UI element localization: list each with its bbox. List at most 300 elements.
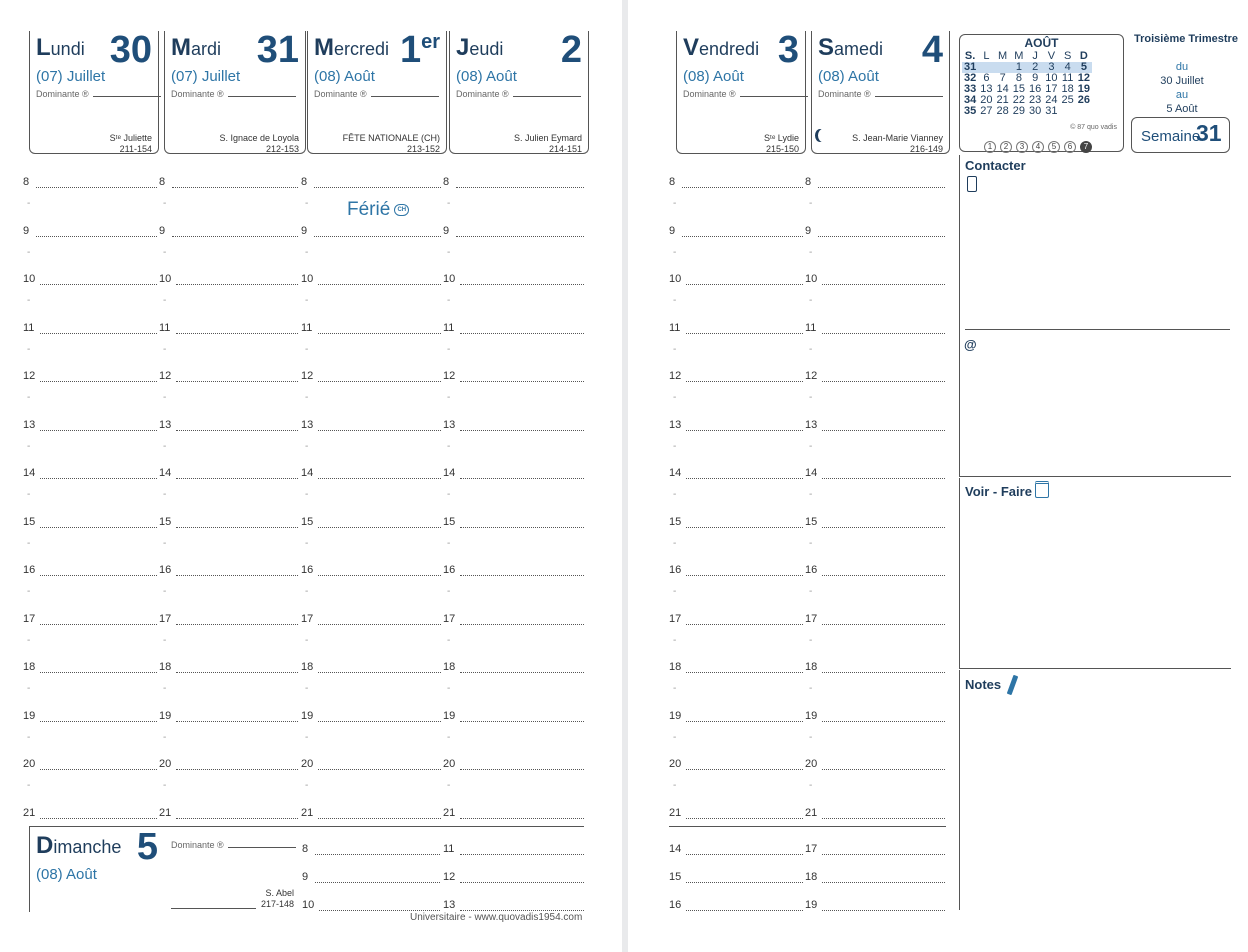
hour-line[interactable] [443, 613, 584, 627]
hour-label: 14 [669, 843, 682, 855]
hour-label: 10 [159, 273, 172, 285]
hour-label: 18 [23, 661, 36, 673]
hour-line[interactable] [669, 661, 803, 675]
hour-line[interactable] [23, 419, 157, 433]
hour-line[interactable] [669, 710, 803, 724]
hour-label: 13 [301, 418, 314, 431]
saint-name: Sᵗᵉ Juliette [109, 133, 152, 143]
hour-line[interactable] [302, 843, 440, 857]
hour-line[interactable] [669, 322, 803, 336]
hour-line[interactable] [159, 273, 298, 287]
hour-line[interactable] [805, 758, 945, 772]
hour-line[interactable] [805, 176, 945, 190]
day-initial: S [818, 34, 835, 61]
hour-dotted-line [40, 624, 157, 625]
hour-dotted-line [456, 236, 584, 237]
day-of-year-code: 217-148 [260, 899, 294, 909]
half-hour-dash: - [673, 634, 677, 646]
hour-dotted-line [822, 430, 945, 431]
hour-line[interactable] [443, 843, 584, 857]
dominante-line[interactable] [228, 89, 296, 97]
hour-label: 15 [159, 515, 172, 528]
half-hour-dash: - [305, 343, 309, 355]
day-header-box [29, 31, 159, 154]
hour-dotted-line [318, 527, 441, 528]
calendar-day: 13 [980, 83, 993, 95]
half-hour-dash: - [809, 780, 813, 791]
hour-label: 21 [669, 806, 682, 819]
hour-dotted-line [686, 381, 803, 382]
hour-line[interactable] [669, 843, 803, 857]
hour-line[interactable] [805, 661, 945, 675]
hour-label: 8 [302, 843, 309, 855]
hour-dotted-line [176, 333, 298, 334]
dominante-line[interactable] [875, 89, 943, 97]
hour-dotted-line [686, 430, 803, 431]
day-header-box [449, 31, 589, 154]
hour-dotted-line [40, 575, 157, 576]
hour-dotted-line [822, 882, 945, 883]
dominante-line[interactable] [513, 89, 581, 97]
hour-dotted-line [686, 527, 803, 528]
hour-line[interactable] [805, 225, 945, 239]
quarter-title: Troisième Trimestre [1134, 33, 1238, 45]
hour-line[interactable] [159, 613, 298, 627]
hour-label: 18 [443, 661, 456, 673]
hour-label: 20 [669, 758, 682, 770]
hour-line[interactable] [159, 661, 298, 675]
day-number [110, 29, 152, 72]
hour-line[interactable] [23, 273, 157, 287]
hour-line[interactable] [805, 564, 945, 578]
half-hour-dash: - [305, 246, 309, 258]
hour-line[interactable] [159, 516, 298, 530]
week-number-cell: 35 [964, 105, 977, 117]
dominante-line[interactable] [371, 89, 439, 97]
hour-dotted-line [40, 333, 157, 334]
calendar-head-row [962, 50, 1092, 62]
day-name [818, 34, 883, 62]
hour-line[interactable] [301, 807, 441, 821]
half-hour-dash: - [673, 731, 677, 743]
day-rest: ardi [191, 39, 222, 59]
dominante-field [818, 89, 943, 99]
hour-label: 9 [302, 871, 309, 883]
hour-line[interactable] [159, 467, 298, 481]
hour-line[interactable] [443, 225, 584, 239]
hour-line[interactable] [301, 419, 441, 433]
hour-line[interactable] [443, 467, 584, 481]
half-hour-dash: - [27, 731, 31, 743]
day-of-year-code: 214-151 [548, 144, 582, 154]
hour-line[interactable] [669, 467, 803, 481]
half-hour-dash: - [673, 683, 677, 694]
saint-info [514, 133, 582, 155]
hour-line[interactable] [301, 370, 441, 384]
calendar-day [1060, 106, 1076, 117]
hour-dotted-line [822, 333, 945, 334]
hour-label: 17 [805, 612, 818, 625]
hour-line[interactable] [669, 370, 803, 384]
hour-dotted-line [682, 187, 803, 188]
half-hour-dash: - [27, 198, 31, 209]
hour-label: 8 [443, 176, 450, 188]
hour-label: 17 [669, 612, 682, 625]
day-initial: V [683, 34, 700, 61]
hour-dotted-line [822, 624, 945, 625]
half-hour-dash: - [809, 634, 813, 646]
saint-info [219, 133, 299, 155]
hour-label: 17 [443, 612, 456, 625]
hour-line[interactable] [805, 467, 945, 481]
day-header-box [811, 31, 950, 154]
hour-dotted-line [686, 672, 803, 673]
half-hour-dash: - [27, 586, 31, 597]
hour-line[interactable] [23, 516, 157, 530]
half-hour-dash: - [305, 731, 309, 743]
saint-info [110, 133, 152, 155]
hour-line[interactable] [301, 758, 441, 772]
half-hour-dash: - [673, 198, 677, 209]
hour-line[interactable] [23, 807, 157, 821]
hour-line[interactable] [805, 613, 945, 627]
hour-label: 12 [301, 370, 314, 382]
hour-label: 20 [159, 758, 172, 770]
calendar-copyright: © 87 quo vadis [1070, 124, 1117, 131]
half-hour-dash: - [447, 731, 451, 743]
hour-dotted-line [318, 430, 441, 431]
half-hour-dash: - [27, 537, 31, 549]
hour-line[interactable] [669, 419, 803, 433]
hour-line[interactable] [301, 613, 441, 627]
hour-dotted-line [319, 910, 440, 911]
hour-dotted-line [460, 769, 584, 770]
hour-line[interactable] [669, 758, 803, 772]
hour-line[interactable] [805, 871, 945, 885]
hour-line[interactable] [443, 564, 584, 578]
weekday-circle: 7 [1080, 141, 1092, 153]
calendar-day: 16 [1029, 83, 1042, 95]
hour-label: 17 [23, 612, 36, 625]
hour-label: 11 [301, 321, 313, 334]
hour-dotted-line [460, 478, 584, 479]
hour-label: 16 [23, 564, 36, 576]
hour-line[interactable] [669, 613, 803, 627]
voir-section-border [959, 478, 1231, 669]
hour-dotted-line [176, 381, 298, 382]
hour-line[interactable] [443, 807, 584, 821]
half-hour-dash: - [809, 489, 813, 500]
day-initial: M [314, 34, 334, 61]
month-label: (07) Juillet [171, 68, 241, 85]
hour-label: 17 [159, 612, 172, 625]
hour-dotted-line [822, 478, 945, 479]
week-number-cell: 33 [964, 83, 977, 95]
hour-label: 15 [669, 515, 682, 528]
dominante-label: Dominante ® [456, 89, 509, 99]
half-hour-dash: - [27, 246, 31, 258]
footer-text: Universitaire - www.quovadis1954.com [410, 912, 583, 923]
hour-line[interactable] [23, 661, 157, 675]
hour-dotted-line [456, 187, 584, 188]
hour-line[interactable] [443, 176, 584, 190]
hour-dotted-line [686, 478, 803, 479]
weekday-circle: 3 [1016, 141, 1028, 153]
dominante-field [36, 89, 161, 99]
hour-line[interactable] [669, 871, 803, 885]
hour-dotted-line [315, 854, 440, 855]
hour-line[interactable] [302, 899, 440, 913]
hour-line[interactable] [159, 564, 298, 578]
hour-dotted-line [822, 381, 945, 382]
half-hour-dash: - [447, 198, 451, 209]
calendar-weekday: D [1079, 50, 1088, 62]
hour-line[interactable] [443, 419, 584, 433]
calendar-weekday: L [983, 50, 990, 62]
hour-line[interactable] [805, 710, 945, 724]
dominante-line[interactable] [228, 840, 296, 848]
day-header-box [307, 31, 447, 154]
hour-line[interactable] [443, 710, 584, 724]
hour-line[interactable] [805, 807, 945, 821]
calendar-day: 14 [996, 83, 1009, 95]
half-hour-dash: - [447, 780, 451, 791]
day-initial: D [36, 832, 54, 859]
day-header-box [164, 31, 306, 154]
hour-line[interactable] [23, 225, 157, 239]
hour-line[interactable] [805, 843, 945, 857]
half-hour-dash: - [305, 440, 309, 452]
hour-line[interactable] [443, 871, 584, 885]
hour-line[interactable] [443, 758, 584, 772]
calendar-day: 17 [1045, 83, 1058, 95]
hour-label: 10 [301, 273, 314, 285]
hour-label: 8 [23, 176, 30, 188]
half-hour-dash: - [305, 392, 309, 403]
hour-line[interactable] [159, 419, 298, 433]
hour-line[interactable] [301, 225, 441, 239]
calendar-day: 11 [1061, 72, 1074, 84]
dominante-line[interactable] [93, 89, 161, 97]
hour-label: 13 [23, 418, 36, 431]
hour-line[interactable] [23, 370, 157, 384]
hour-line[interactable] [23, 564, 157, 578]
saint-name: S. Julien Eymard [513, 133, 582, 143]
calendar-day: 25 [1061, 94, 1074, 106]
day-number [257, 29, 299, 72]
hour-line[interactable] [159, 807, 298, 821]
hour-line[interactable] [301, 710, 441, 724]
hour-label: 11 [669, 321, 681, 334]
hour-line[interactable] [669, 273, 803, 287]
hour-line[interactable] [805, 370, 945, 384]
hour-label: 9 [23, 224, 30, 237]
calendar-day: 10 [1045, 72, 1058, 84]
hour-label: 16 [443, 564, 456, 576]
voir-faire-title: Voir - Faire [965, 484, 1032, 499]
hour-dotted-line [822, 910, 945, 911]
half-hour-dash: - [27, 295, 31, 306]
hour-dotted-line [176, 624, 298, 625]
hour-line[interactable] [805, 516, 945, 530]
half-hour-dash: - [27, 392, 31, 403]
hour-label: 12 [805, 370, 818, 382]
hour-line[interactable] [23, 467, 157, 481]
hour-line[interactable] [23, 176, 157, 190]
quarter-from: 30 Juillet [1160, 75, 1204, 87]
dominante-line[interactable] [740, 89, 808, 97]
half-hour-dash: - [673, 537, 677, 549]
hour-dotted-line [40, 381, 157, 382]
sunday-box [29, 826, 164, 912]
half-hour-dash: - [447, 440, 451, 452]
phone-icon [967, 176, 977, 192]
hour-label: 15 [443, 515, 456, 528]
hour-line[interactable] [669, 225, 803, 239]
day-of-year-code: 211-154 [119, 144, 152, 154]
hour-dotted-line [686, 721, 803, 722]
hour-dotted-line [822, 284, 945, 285]
hour-line[interactable] [301, 176, 441, 190]
hour-line[interactable] [302, 871, 440, 885]
hour-dotted-line [686, 854, 803, 855]
calendar-day: 6 [983, 72, 990, 84]
hour-line[interactable] [159, 225, 298, 239]
hour-line[interactable] [23, 613, 157, 627]
day-number [922, 29, 943, 72]
hour-label: 20 [301, 758, 314, 770]
calendar-day: 23 [1029, 94, 1042, 106]
hour-line[interactable] [159, 370, 298, 384]
hour-dotted-line [40, 721, 157, 722]
half-hour-dash: - [163, 683, 167, 694]
hour-line[interactable] [443, 370, 584, 384]
half-hour-dash: - [809, 586, 813, 597]
hour-dotted-line [315, 882, 440, 883]
hour-line[interactable] [301, 564, 441, 578]
hour-dotted-line [686, 910, 803, 911]
day-number: 5 [136, 826, 158, 868]
hour-label: 18 [669, 661, 682, 673]
calendar-day: 19 [1077, 83, 1090, 95]
saint-name: S. Ignace de Loyola [219, 133, 299, 143]
notepad-icon [1035, 481, 1049, 498]
dominante-field [683, 89, 808, 99]
hour-line[interactable] [443, 322, 584, 336]
hour-label: 8 [669, 176, 676, 188]
hour-line[interactable] [805, 273, 945, 287]
hour-label: 19 [669, 709, 682, 722]
hour-line[interactable] [159, 710, 298, 724]
hour-line[interactable] [159, 322, 298, 336]
hour-line[interactable] [443, 273, 584, 287]
hour-line[interactable] [301, 273, 441, 287]
hour-line[interactable] [669, 564, 803, 578]
hour-dotted-line [318, 284, 441, 285]
hour-line[interactable] [443, 516, 584, 530]
hour-dotted-line [822, 527, 945, 528]
hour-line[interactable] [805, 322, 945, 336]
ferie-text: Férié [347, 199, 391, 220]
hour-line[interactable] [301, 467, 441, 481]
hour-dotted-line [460, 575, 584, 576]
half-hour-dash: - [673, 392, 677, 403]
hour-line[interactable] [301, 322, 441, 336]
hour-label: 19 [443, 709, 456, 722]
hour-label: 16 [301, 564, 314, 576]
hour-line[interactable] [301, 661, 441, 675]
hour-line[interactable] [159, 758, 298, 772]
day-of-year-code: 212-153 [265, 144, 299, 154]
hour-line[interactable] [669, 176, 803, 190]
hour-label: 20 [805, 758, 818, 770]
day-number-value: 2 [560, 29, 582, 71]
hour-label: 18 [159, 661, 172, 673]
hour-label: 19 [159, 709, 172, 722]
day-number [400, 29, 440, 72]
day-initial: M [171, 34, 191, 61]
half-hour-dash: - [27, 780, 31, 791]
hour-dotted-line [314, 236, 441, 237]
day-of-year-code: 216-149 [909, 144, 943, 154]
half-hour-dash: - [673, 489, 677, 500]
hour-dotted-line [176, 430, 298, 431]
hour-dotted-line [40, 430, 157, 431]
hour-dotted-line [682, 236, 803, 237]
hour-line[interactable] [443, 661, 584, 675]
hour-line[interactable] [805, 419, 945, 433]
hour-line[interactable] [23, 758, 157, 772]
hour-dotted-line [172, 236, 298, 237]
hour-line[interactable] [301, 516, 441, 530]
calendar-day: 3 [1048, 61, 1055, 73]
hour-line[interactable] [669, 516, 803, 530]
notes-section-border [959, 670, 960, 910]
dominante-label: Dominante ® [314, 89, 367, 99]
half-hour-dash: - [163, 198, 167, 209]
hour-line[interactable] [669, 899, 803, 913]
hour-line[interactable] [23, 710, 157, 724]
half-hour-dash: - [27, 634, 31, 646]
hour-line[interactable] [23, 322, 157, 336]
month-label: (08) Août [456, 68, 517, 85]
mini-calendar [959, 34, 1124, 152]
hour-line[interactable] [443, 899, 584, 913]
calendar-weekday: J [1032, 50, 1038, 62]
calendar-day: 27 [980, 105, 993, 117]
month-label: (08) Août [683, 68, 744, 85]
hour-line[interactable] [159, 176, 298, 190]
half-hour-dash: - [163, 731, 167, 743]
hour-line[interactable] [805, 899, 945, 913]
half-hour-dash: - [305, 198, 309, 209]
hour-label: 18 [805, 871, 818, 883]
month-label: (08) Août [818, 68, 879, 85]
half-hour-dash: - [163, 489, 167, 500]
hour-label: 14 [443, 467, 456, 479]
hour-label: 10 [669, 273, 682, 285]
hour-dotted-line [686, 624, 803, 625]
day-name [456, 34, 503, 62]
calendar-day: 4 [1064, 61, 1071, 73]
hour-dotted-line [460, 430, 584, 431]
half-hour-dash: - [163, 343, 167, 355]
hour-dotted-line [40, 818, 157, 819]
hour-label: 10 [443, 273, 456, 285]
saint-name: Sᵗᵉ Lydie [763, 133, 799, 143]
hour-line[interactable] [669, 807, 803, 821]
hour-dotted-line [822, 672, 945, 673]
